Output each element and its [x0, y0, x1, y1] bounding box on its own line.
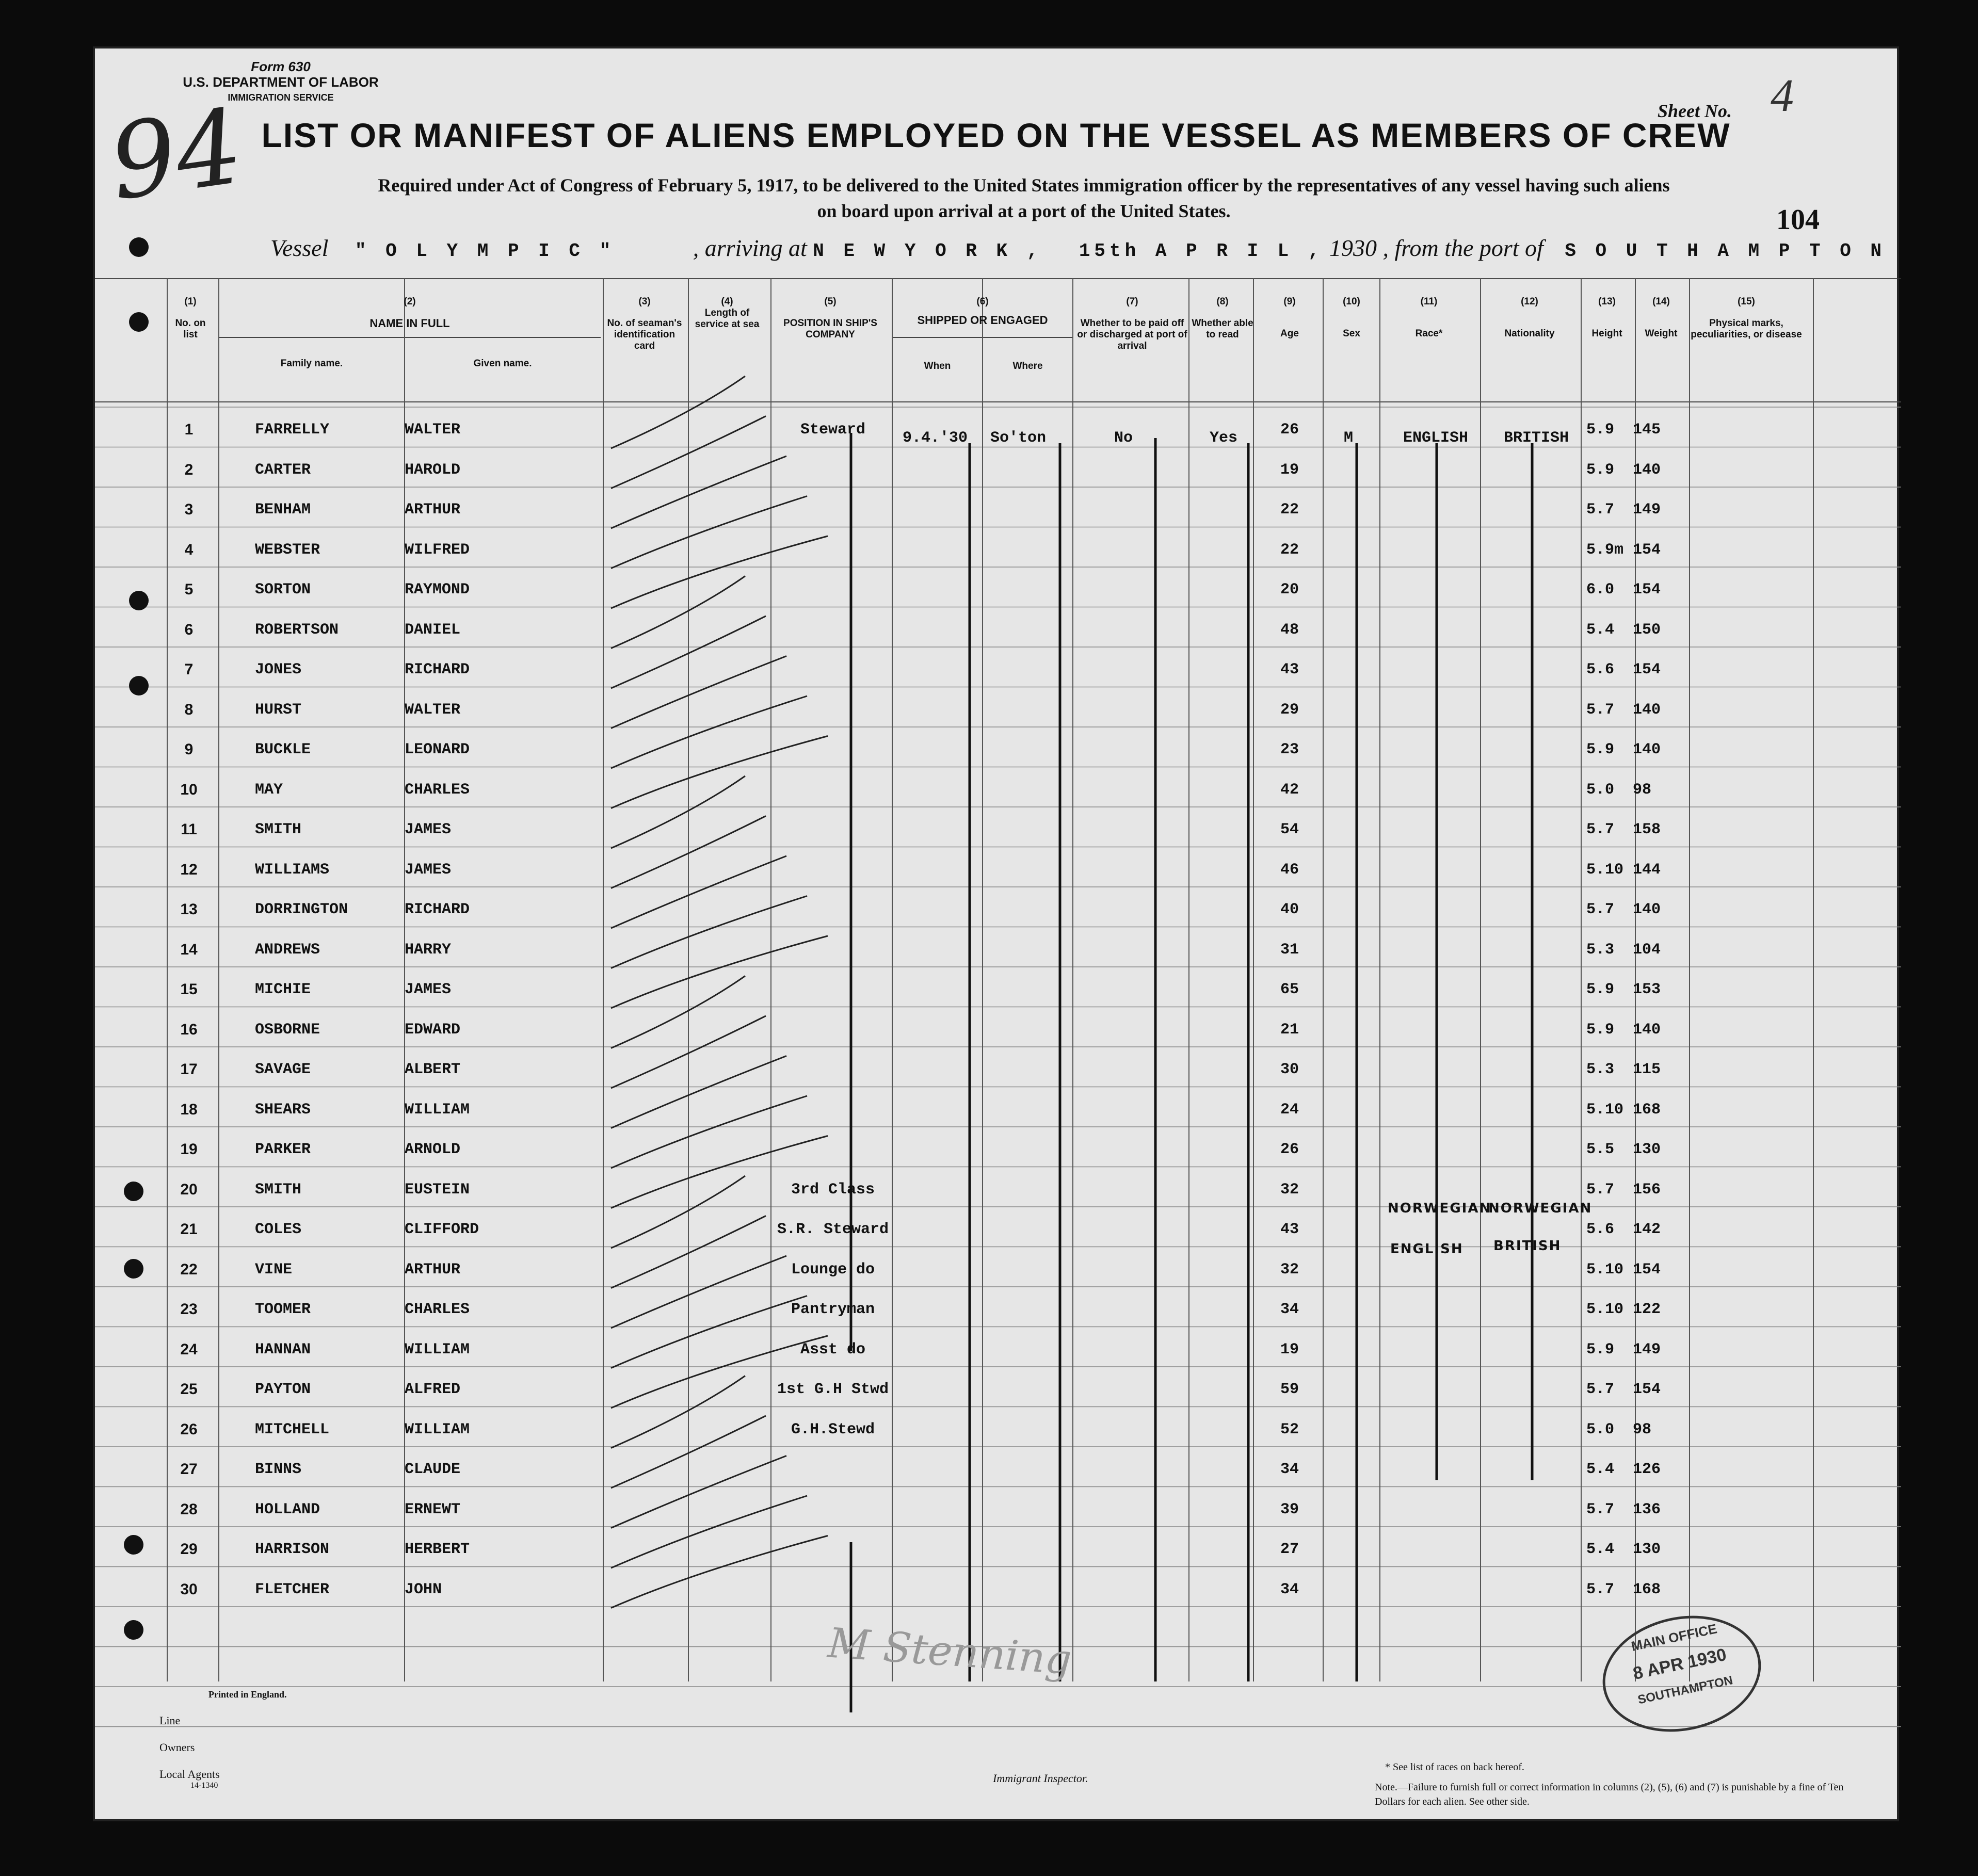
signature: M Stenning — [826, 1619, 1073, 1684]
cell-height: 5.10 — [1586, 1101, 1624, 1119]
cell-weight: 104 — [1633, 941, 1661, 959]
diagonal-slash — [611, 1256, 786, 1328]
cell-no: 24 — [180, 1340, 198, 1358]
diagonal-slash — [611, 736, 828, 808]
cell-no: 12 — [180, 861, 198, 878]
cell-height: 5.10 — [1586, 1301, 1624, 1318]
cell-weight: 140 — [1633, 1021, 1661, 1039]
cell-family: DORRINGTON — [255, 901, 348, 918]
cell-age: 26 — [1280, 1141, 1299, 1158]
cell-no: 7 — [184, 661, 194, 678]
cell-no: 26 — [180, 1420, 198, 1438]
cell-age: 26 — [1280, 421, 1299, 439]
cell-no: 27 — [180, 1461, 198, 1478]
cell-position: G.H.Stewd — [791, 1420, 875, 1438]
col-14-header: (14) Weight — [1645, 296, 1678, 339]
cell-family: WEBSTER — [255, 541, 320, 559]
cell-no: 17 — [180, 1061, 198, 1078]
cell-given: ARTHUR — [405, 501, 461, 519]
binder-hole — [129, 312, 149, 332]
cell-no: 6 — [184, 621, 194, 638]
cell-family: HARRISON — [255, 1541, 330, 1558]
cell-weight: 136 — [1633, 1500, 1661, 1518]
cell-height: 6.0 — [1586, 581, 1615, 599]
cell-height: 5.9 — [1586, 981, 1615, 998]
col-2-header: (2) NAME IN FULL — [369, 296, 450, 330]
cell-height: 5.7 — [1586, 1180, 1615, 1199]
cell-family: WILLIAMS — [255, 861, 330, 879]
cell-age: 22 — [1280, 501, 1299, 519]
cell-weight: 168 — [1633, 1580, 1661, 1598]
arrival-date: 15th A P R I L , — [1079, 240, 1324, 262]
when-header: When — [924, 361, 951, 371]
cell-given: JOHN — [405, 1580, 442, 1598]
cell-weight: 154 — [1633, 1381, 1661, 1398]
cell-age: 34 — [1280, 1461, 1299, 1478]
cell-given: ERNEWT — [405, 1500, 461, 1518]
cell-position: Steward — [800, 421, 866, 439]
cell-family: SMITH — [255, 1180, 302, 1199]
cell-no: 5 — [184, 581, 194, 598]
cell-position: 1st G.H Stwd — [777, 1381, 889, 1398]
agents-label: Local Agents — [159, 1768, 220, 1781]
cell-family: FARRELLY — [255, 421, 330, 439]
diagonal-slash — [611, 776, 745, 848]
family-name-header: Family name. — [280, 358, 343, 369]
cell-no: 19 — [180, 1141, 198, 1158]
cell-given: DANIEL — [405, 621, 461, 639]
cell-weight: 145 — [1633, 421, 1661, 439]
cell-weight: 98 — [1633, 1420, 1652, 1438]
subtitle-line-2: on board upon arrival at a port of the United States. — [817, 201, 1231, 221]
binder-hole — [124, 1182, 143, 1201]
cell-weight: 144 — [1633, 861, 1661, 879]
cell-no: 14 — [180, 941, 198, 958]
diagonal-slash — [611, 656, 786, 729]
cell-weight: 98 — [1633, 781, 1652, 799]
cell-age: 31 — [1280, 941, 1299, 959]
cell-given: ARNOLD — [405, 1141, 461, 1158]
cell-no: 16 — [180, 1021, 198, 1038]
cell-given: HAROLD — [405, 461, 461, 479]
nationality-row-20: NORWEGIAN — [1488, 1201, 1593, 1216]
cell-family: BINNS — [255, 1461, 302, 1478]
cell-age: 43 — [1280, 661, 1299, 678]
cell-age: 21 — [1280, 1021, 1299, 1039]
cell-height: 5.3 — [1586, 1061, 1615, 1078]
cell-no: 20 — [180, 1180, 198, 1198]
cell-given: RAYMOND — [405, 581, 470, 599]
col-11-header: (11) Race* — [1415, 296, 1443, 339]
cell-given: WILLIAM — [405, 1420, 470, 1438]
cell-given: WILFRED — [405, 541, 470, 559]
cell-height: 5.6 — [1586, 661, 1615, 678]
given-name-header: Given name. — [473, 358, 532, 369]
cell-given: ALFRED — [405, 1381, 461, 1398]
diagonal-slash — [611, 856, 786, 928]
cell-family: CARTER — [255, 461, 311, 479]
cell-weight: 154 — [1633, 1260, 1661, 1279]
shipped-when: 9.4.'30 — [903, 429, 968, 447]
diagonal-slash — [611, 536, 828, 608]
cell-family: VINE — [255, 1260, 293, 1279]
cell-family: ROBERTSON — [255, 621, 339, 639]
binder-hole — [124, 1620, 143, 1640]
cell-family: FLETCHER — [255, 1580, 330, 1598]
cell-family: BENHAM — [255, 501, 311, 519]
cell-height: 5.5 — [1586, 1141, 1615, 1158]
diagonal-slash — [611, 456, 786, 528]
cell-given: JAMES — [405, 821, 452, 838]
cell-no: 2 — [184, 461, 194, 478]
cell-age: 32 — [1280, 1260, 1299, 1279]
cell-given: CLIFFORD — [405, 1221, 479, 1238]
sex: M — [1344, 429, 1354, 447]
cell-given: ARTHUR — [405, 1260, 461, 1279]
cell-height: 5.9 — [1586, 1340, 1615, 1359]
arriving-label: , arriving at — [693, 235, 807, 261]
cell-weight: 158 — [1633, 821, 1661, 838]
cell-position: Lounge do — [791, 1260, 875, 1279]
line-label: Line — [159, 1714, 181, 1727]
cell-height: 5.9m — [1586, 541, 1624, 559]
nationality-row-21: BRITISH — [1493, 1238, 1562, 1254]
cell-age: 54 — [1280, 821, 1299, 838]
cell-given: JAMES — [405, 861, 452, 879]
cell-no: 23 — [180, 1301, 198, 1318]
owners-label: Owners — [159, 1741, 195, 1754]
cell-age: 52 — [1280, 1420, 1299, 1438]
stamp-bottom: SOUTHAMPTON — [1636, 1673, 1734, 1707]
cell-height: 5.0 — [1586, 1420, 1615, 1438]
diagonal-slash — [611, 1176, 745, 1248]
cell-given: CHARLES — [405, 781, 470, 799]
diagonal-slash — [611, 1456, 786, 1528]
cell-age: 27 — [1280, 1541, 1299, 1558]
cell-no: 30 — [180, 1580, 198, 1598]
table-grid — [95, 278, 1901, 1743]
cell-height: 5.7 — [1586, 501, 1615, 519]
where-header: Where — [1012, 361, 1043, 371]
diagonal-slash — [611, 1376, 745, 1448]
cell-height: 5.10 — [1586, 1260, 1624, 1279]
cell-family: TOOMER — [255, 1301, 311, 1318]
cell-height: 5.9 — [1586, 741, 1615, 758]
cell-weight: 154 — [1633, 661, 1661, 678]
race-row-20: NORWEGIAN — [1388, 1201, 1492, 1216]
cell-position: Pantryman — [791, 1301, 875, 1318]
cell-no: 4 — [184, 541, 194, 558]
cell-weight: 149 — [1633, 1340, 1661, 1359]
cell-family: OSBORNE — [255, 1021, 320, 1039]
cell-given: CHARLES — [405, 1301, 470, 1318]
cell-given: WILLIAM — [405, 1340, 470, 1359]
cell-weight: 140 — [1633, 461, 1661, 479]
col-8-header: (8) Whether able to read — [1192, 296, 1253, 340]
cell-age: 24 — [1280, 1101, 1299, 1119]
cell-family: ANDREWS — [255, 941, 320, 959]
vessel-label: Vessel — [270, 235, 329, 261]
diagonal-slash — [611, 376, 745, 448]
cell-height: 5.9 — [1586, 1021, 1615, 1039]
cell-weight: 140 — [1633, 701, 1661, 719]
cell-given: HARRY — [405, 941, 452, 959]
cell-no: 18 — [180, 1101, 198, 1118]
diagonal-slash — [611, 976, 745, 1048]
cell-weight: 130 — [1633, 1541, 1661, 1558]
col-1-header: (1) No. on list — [175, 296, 206, 340]
race-row-21: ENGLISH — [1390, 1241, 1464, 1257]
cell-age: 34 — [1280, 1580, 1299, 1598]
cell-weight: 140 — [1633, 901, 1661, 918]
cell-given: RICHARD — [405, 901, 470, 918]
cell-given: LEONARD — [405, 741, 470, 758]
page-title: LIST OR MANIFEST OF ALIENS EMPLOYED ON THE VESSEL AS MEMBERS OF CREW — [261, 116, 1731, 154]
cell-weight: 122 — [1633, 1301, 1661, 1318]
cell-age: 22 — [1280, 541, 1299, 559]
cell-weight: 115 — [1633, 1061, 1661, 1078]
cell-age: 29 — [1280, 701, 1299, 719]
cell-no: 3 — [184, 501, 194, 518]
vessel-name: " O L Y M P I C " — [355, 240, 615, 262]
agents-code: 14-1340 — [190, 1781, 218, 1790]
penalty-note: Note.—Failure to furnish full or correct information in columns (2), (5), (6) and (7) is punishable by a fine of Ten Dollars for each alien. See other side. — [1375, 1782, 1844, 1807]
cell-height: 5.4 — [1586, 621, 1615, 639]
cell-family: BUCKLE — [255, 741, 311, 758]
diagonal-slash — [611, 1496, 807, 1568]
cell-given: WILLIAM — [405, 1101, 470, 1119]
cell-family: MICHIE — [255, 981, 311, 998]
subtitle — [301, 172, 1746, 224]
sheet-label: Sheet No. — [1658, 101, 1732, 121]
cell-family: MAY — [255, 781, 283, 799]
cell-age: 19 — [1280, 461, 1299, 479]
departure-port: S O U T H A M P T O N — [1565, 240, 1886, 262]
manifest-sheet — [93, 46, 1899, 1821]
col-12-header: (12) Nationality — [1504, 296, 1555, 339]
cell-weight: 153 — [1633, 981, 1661, 998]
cell-weight: 149 — [1633, 501, 1661, 519]
cell-position: Asst do — [800, 1340, 866, 1359]
diagonal-slash — [611, 896, 807, 968]
cell-weight: 154 — [1633, 541, 1661, 559]
cell-family: SMITH — [255, 821, 302, 838]
cell-family: MITCHELL — [255, 1420, 330, 1438]
diagonal-slash — [611, 496, 807, 569]
cell-weight: 156 — [1633, 1180, 1661, 1199]
cell-weight: 130 — [1633, 1141, 1661, 1158]
binder-hole — [124, 1535, 143, 1555]
nationality: BRITISH — [1504, 429, 1569, 447]
cell-age: 59 — [1280, 1381, 1299, 1398]
diagonal-slash — [611, 696, 807, 768]
cell-family: SORTON — [255, 581, 311, 599]
cell-age: 48 — [1280, 621, 1299, 639]
cell-height: 5.7 — [1586, 1381, 1615, 1398]
cell-family: SAVAGE — [255, 1061, 311, 1078]
department: U.S. DEPARTMENT OF LABOR — [183, 74, 379, 90]
inspector-label: Immigrant Inspector. — [993, 1772, 1088, 1785]
cell-given: EDWARD — [405, 1021, 461, 1039]
subtitle-line-1: Required under Act of Congress of February 5, 1917, to be delivered to the United States immigration officer by the representatives of any vessel having such aliens — [378, 175, 1670, 196]
cell-given: CLAUDE — [405, 1461, 461, 1478]
cell-no: 25 — [180, 1381, 198, 1398]
cell-no: 10 — [180, 781, 198, 798]
diagonal-slash — [611, 1096, 807, 1168]
able-to-read: Yes — [1210, 429, 1238, 447]
cell-age: 32 — [1280, 1180, 1299, 1199]
cell-age: 42 — [1280, 781, 1299, 799]
cell-no: 21 — [180, 1221, 198, 1238]
diagonal-slash — [611, 936, 828, 1008]
paid-off: No — [1114, 429, 1133, 447]
diagonal-slash — [611, 1056, 786, 1128]
races-note: * See list of races on back hereof. — [1385, 1761, 1524, 1773]
cell-given: EUSTEIN — [405, 1180, 470, 1199]
cell-no: 13 — [180, 901, 198, 918]
cell-no: 8 — [184, 701, 194, 718]
cell-weight: 154 — [1633, 581, 1661, 599]
cell-height: 5.4 — [1586, 1541, 1615, 1558]
cell-age: 30 — [1280, 1061, 1299, 1078]
cell-family: PAYTON — [255, 1381, 311, 1398]
cell-weight: 150 — [1633, 621, 1661, 639]
arrival-year: 1930 — [1329, 235, 1377, 261]
cell-no: 15 — [180, 981, 198, 998]
from-label: , from the port of — [1382, 235, 1543, 261]
race: ENGLISH — [1403, 429, 1469, 447]
cell-given: JAMES — [405, 981, 452, 998]
cell-no: 22 — [180, 1260, 198, 1278]
cell-no: 29 — [180, 1541, 198, 1558]
shipped-where: So'ton — [990, 429, 1047, 447]
col-5-header: (5) POSITION IN SHIP'S COMPANY — [783, 296, 877, 340]
printed-note: Printed in England. — [208, 1689, 287, 1700]
vessel-line — [270, 234, 1886, 262]
cell-family: PARKER — [255, 1141, 311, 1158]
cell-height: 5.4 — [1586, 1461, 1615, 1478]
cell-age: 40 — [1280, 901, 1299, 918]
cell-family: COLES — [255, 1221, 302, 1238]
cell-family: JONES — [255, 661, 302, 678]
cell-height: 5.7 — [1586, 701, 1615, 719]
cell-age: 46 — [1280, 861, 1299, 879]
binder-hole — [124, 1259, 143, 1279]
binder-hole — [129, 591, 149, 610]
cell-no: 28 — [180, 1500, 198, 1518]
col-10-header: (10) Sex — [1343, 296, 1360, 339]
binder-hole — [129, 237, 149, 257]
sheet-number: 4 — [1771, 70, 1794, 121]
cell-age: 39 — [1280, 1500, 1299, 1518]
cell-no: 11 — [181, 821, 197, 838]
col-3-header: (3) No. of seaman's identification card — [607, 296, 682, 351]
cell-height: 5.7 — [1586, 901, 1615, 918]
col-15-header: (15) Physical marks, peculiarities, or disease — [1691, 296, 1802, 340]
col-9-header: (9) Age — [1280, 296, 1299, 339]
margin-note: 94 — [103, 86, 250, 224]
cell-age: 43 — [1280, 1221, 1299, 1238]
cell-weight: 140 — [1633, 741, 1661, 758]
cell-family: HURST — [255, 701, 302, 719]
cell-age: 20 — [1280, 581, 1299, 599]
cell-given: RICHARD — [405, 661, 470, 678]
cell-height: 5.7 — [1586, 821, 1615, 838]
cell-weight: 126 — [1633, 1461, 1661, 1478]
cell-given: WALTER — [405, 701, 461, 719]
cell-family: HANNAN — [255, 1340, 311, 1359]
cell-height: 5.7 — [1586, 1580, 1615, 1598]
cell-age: 19 — [1280, 1340, 1299, 1359]
binder-hole — [129, 676, 149, 696]
cell-given: WALTER — [405, 421, 461, 439]
col-6-header: (6) SHIPPED OR ENGAGED — [917, 296, 1048, 327]
diagonal-slash — [611, 1536, 828, 1608]
cell-age: 23 — [1280, 741, 1299, 758]
cell-position: 3rd Class — [791, 1180, 875, 1199]
service: IMMIGRATION SERVICE — [228, 92, 334, 103]
arrival-port: N E W Y O R K , — [813, 240, 1042, 262]
stamp-top: MAIN OFFICE — [1630, 1621, 1718, 1654]
col-13-header: (13) Height — [1591, 296, 1622, 339]
cell-height: 5.0 — [1586, 781, 1615, 799]
cell-weight: 168 — [1633, 1101, 1661, 1119]
cell-weight: 142 — [1633, 1221, 1661, 1238]
cell-position: S.R. Steward — [777, 1221, 889, 1238]
page-code: 104 — [1776, 204, 1820, 236]
diagonal-slash — [611, 576, 745, 649]
col-7-header: (7) Whether to be paid off or discharged at port of arrival — [1077, 296, 1187, 351]
cell-no: 1 — [184, 421, 194, 438]
col-4-header: (4) Length of service at sea — [695, 296, 760, 330]
cell-family: SHEARS — [255, 1101, 311, 1119]
cell-no: 9 — [184, 741, 194, 758]
form-number: Form 630 — [251, 59, 311, 74]
cell-height: 5.9 — [1586, 461, 1615, 479]
cell-given: HERBERT — [405, 1541, 470, 1558]
cell-height: 5.9 — [1586, 421, 1615, 439]
stamp-date: 8 APR 1930 — [1631, 1644, 1728, 1684]
cell-age: 65 — [1280, 981, 1299, 998]
cell-height: 5.3 — [1586, 941, 1615, 959]
cell-height: 5.7 — [1586, 1500, 1615, 1518]
cell-age: 34 — [1280, 1301, 1299, 1318]
cell-height: 5.6 — [1586, 1221, 1615, 1238]
cell-given: ALBERT — [405, 1061, 461, 1078]
cell-family: HOLLAND — [255, 1500, 320, 1518]
cell-height: 5.10 — [1586, 861, 1624, 879]
